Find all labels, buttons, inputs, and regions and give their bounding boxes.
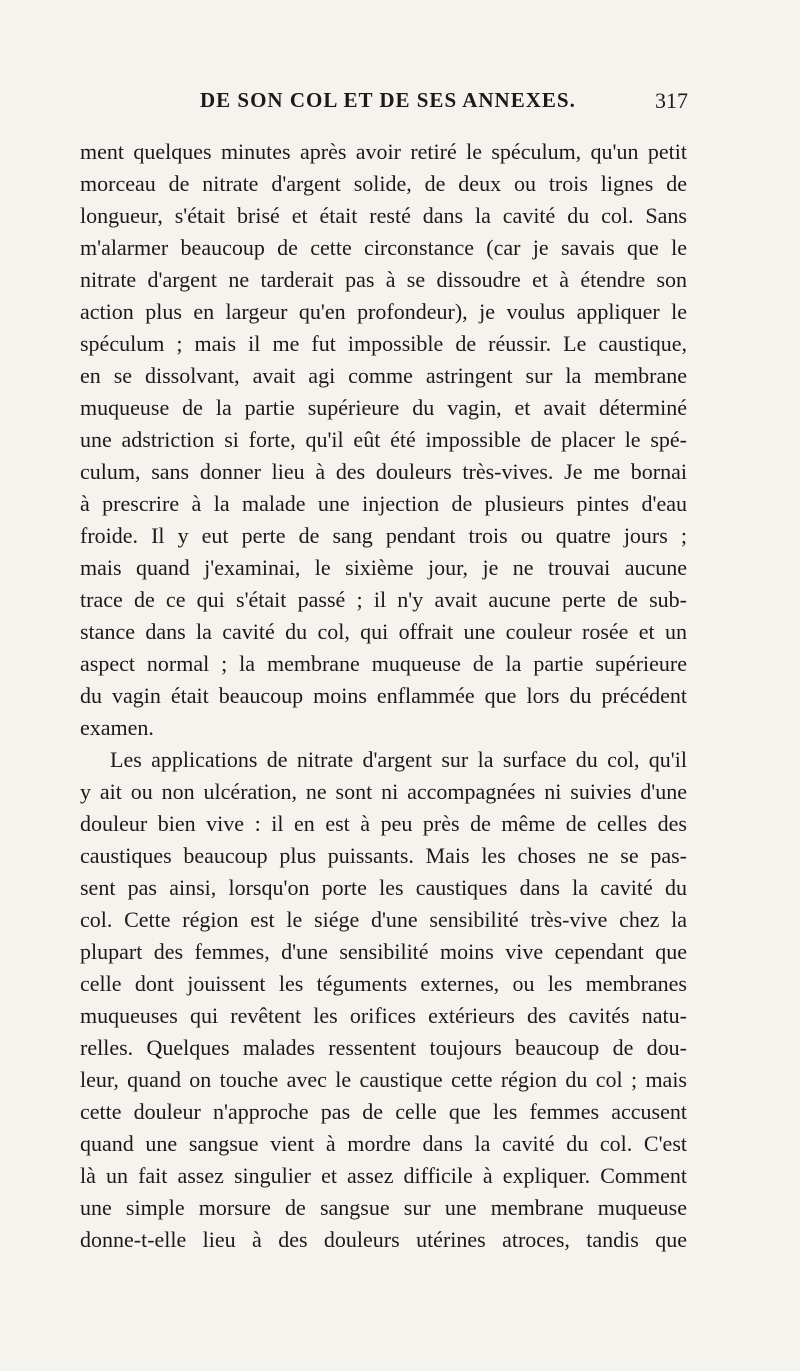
text-line: cette douleur n'approche pas de celle que les femmes accusent [80,1099,687,1124]
text-line: celle dont jouissent les téguments externes, ou les membranes [80,971,687,996]
text-line: nitrate d'argent ne tarderait pas à se dissoudre et à étendre son [80,267,687,292]
text-line: sent pas ainsi, lorsqu'on porte les caustiques dans la cavité du [80,875,687,900]
text-line: à prescrire à la malade une injection de plusieurs pintes d'eau [80,491,687,516]
text-line: mais quand j'examinai, le sixième jour, je ne trouvai aucune [80,555,687,580]
text-line: longueur, s'était brisé et était resté dans la cavité du col. Sans [80,203,687,228]
text-line: en se dissolvant, avait agi comme astringent sur la membrane [80,363,687,388]
text-line: une adstriction si forte, qu'il eût été impossible de placer le spé- [80,427,687,452]
paragraph-end-line: examen. [80,715,154,740]
text-line: là un fait assez singulier et assez difficile à expliquer. Comment [80,1163,687,1188]
body-text [80,136,687,1256]
text-line: culum, sans donner lieu à des douleurs très-vives. Je me bornai [80,459,687,484]
text-line: spéculum ; mais il me fut impossible de réussir. Le caustique, [80,331,687,356]
page-number: 317 [655,88,688,113]
text-line: morceau de nitrate d'argent solide, de deux ou trois lignes de [80,171,687,196]
text-line: y ait ou non ulcération, ne sont ni accompagnées ni suivies d'une [80,779,687,804]
text-line: donne-t-elle lieu à des douleurs utérines atroces, tandis que [80,1227,687,1252]
text-line: leur, quand on touche avec le caustique cette région du col ; mais [80,1067,687,1092]
text-line: trace de ce qui s'était passé ; il n'y avait aucune perte de sub- [80,587,687,612]
text-line: stance dans la cavité du col, qui offrait une couleur rosée et un [80,619,687,644]
text-line: relles. Quelques malades ressentent toujours beaucoup de dou- [80,1035,687,1060]
text-line: froide. Il y eut perte de sang pendant trois ou quatre jours ; [80,523,687,548]
text-line: plupart des femmes, d'une sensibilité moins vive cependant que [80,939,687,964]
text-line: ment quelques minutes après avoir retiré le spéculum, qu'un petit [80,139,687,164]
text-line: action plus en largeur qu'en profondeur), je voulus appliquer le [80,299,687,324]
text-line: muqueuse de la partie supérieure du vagin, et avait déterminé [80,395,687,420]
text-line: col. Cette région est le siége d'une sensibilité très-vive chez la [80,907,687,932]
text-line: du vagin était beaucoup moins enflammée que lors du précédent [80,683,687,708]
text-line: quand une sangsue vient à mordre dans la cavité du col. C'est [80,1131,687,1156]
paragraph-start-line: Les applications de nitrate d'argent sur la surface du col, qu'il [110,747,687,772]
text-line: douleur bien vive : il en est à peu près de même de celles des [80,811,687,836]
text-line: muqueuses qui revêtent les orifices extérieurs des cavités natu- [80,1003,687,1028]
text-line: une simple morsure de sangsue sur une membrane muqueuse [80,1195,687,1220]
text-line: aspect normal ; la membrane muqueuse de la partie supérieure [80,651,687,676]
text-line: m'alarmer beaucoup de cette circonstance (car je savais que le [80,235,687,260]
running-title: DE SON COL ET DE SES ANNEXES. [200,88,576,112]
text-line: caustiques beaucoup plus puissants. Mais les choses ne se pas- [80,843,687,868]
